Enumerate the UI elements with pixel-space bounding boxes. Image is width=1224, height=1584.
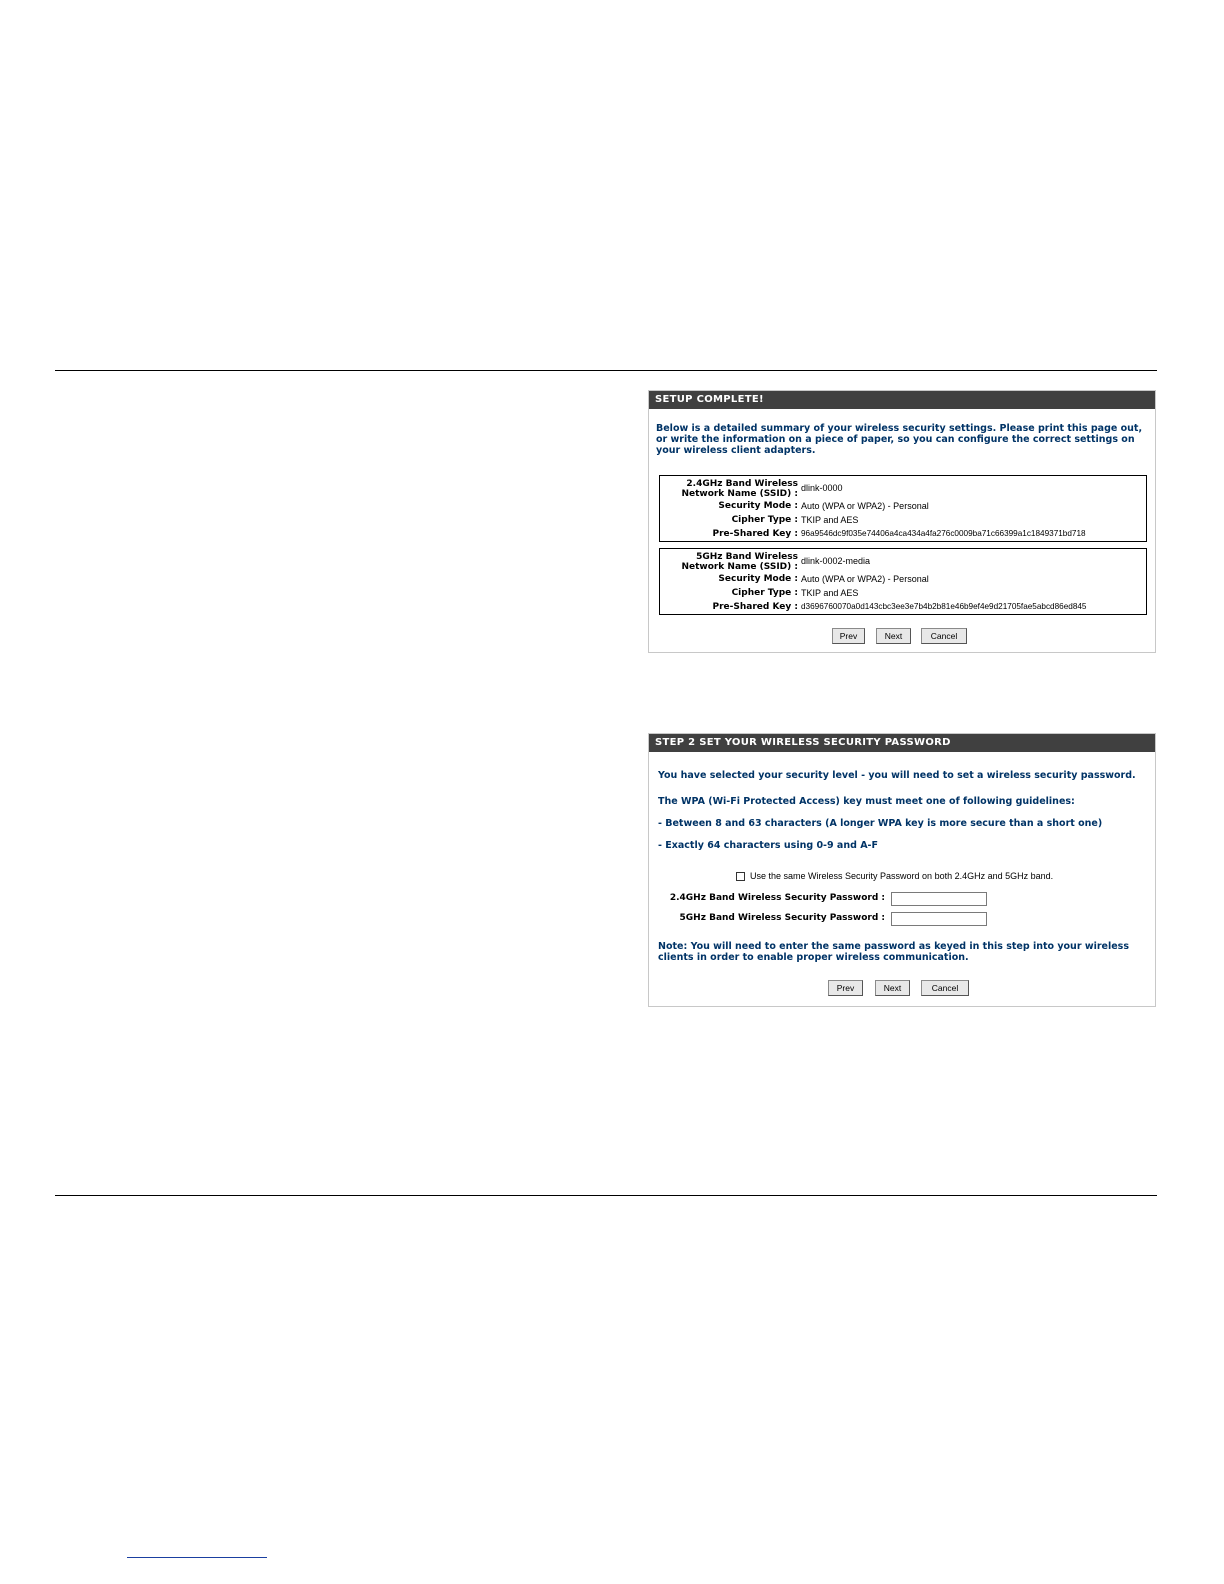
band24-summary xyxy=(659,475,1147,542)
setup-complete-intro: Below is a detailed summary of your wireless security settings. Please print this page out, or write the information on a piece of paper, so you can configure the correct settings on your wireless client adapters. xyxy=(656,423,1143,456)
band24-cipher-label: Cipher Type : xyxy=(731,515,798,525)
pw5-label: 5GHz Band Wireless Security Password : xyxy=(679,913,885,923)
setup-complete-panel xyxy=(648,390,1156,653)
band24-psk-value: 96a9546dc9f035e74406a4ca434a4fa276c0009ba71c66399a1c1849371bd718 xyxy=(801,529,1086,538)
next-button[interactable]: Next xyxy=(876,628,911,644)
prev-button[interactable]: Prev xyxy=(832,628,865,644)
step2-line-4: - Exactly 64 characters using 0-9 and A-F xyxy=(658,840,878,851)
band5-psk-value: d3696760070a0d143cbc3ee3e7b4b2b81e46b9ef4e9d21705fae5abcd86ed845 xyxy=(801,602,1087,611)
band24-cipher-value: TKIP and AES xyxy=(801,515,859,525)
step2-cancel-button[interactable]: Cancel xyxy=(921,980,969,996)
band24-mode-label: Security Mode : xyxy=(718,501,798,511)
step2-header: STEP 2 SET YOUR WIRELESS SECURITY PASSWORD xyxy=(649,734,1155,752)
setup-complete-header: SETUP COMPLETE! xyxy=(649,391,1155,409)
step2-line-3: - Between 8 and 63 characters (A longer WPA key is more secure than a short one) xyxy=(658,818,1103,829)
bottom-divider xyxy=(55,1195,1157,1196)
band24-psk-label: Pre-Shared Key : xyxy=(712,529,798,539)
step2-prev-button[interactable]: Prev xyxy=(828,980,863,996)
pw24-label: 2.4GHz Band Wireless Security Password : xyxy=(669,893,885,903)
band5-ssid-label: 5GHz Band Wireless Network Name (SSID) : xyxy=(681,552,798,572)
footer-link-underline xyxy=(127,1557,267,1558)
band24-ssid-value: dlink-0000 xyxy=(801,483,843,493)
band5-psk-label: Pre-Shared Key : xyxy=(712,602,798,612)
step2-note: Note: You will need to enter the same password as keyed in this step into your wireless clients in order to enable proper wireless communication. xyxy=(658,941,1129,963)
same-password-checkbox[interactable] xyxy=(736,872,745,881)
step2-next-button[interactable]: Next xyxy=(875,980,910,996)
band5-cipher-label: Cipher Type : xyxy=(731,588,798,598)
step2-line-1: You have selected your security level - you will need to set a wireless security password. xyxy=(658,770,1136,781)
band5-cipher-value: TKIP and AES xyxy=(801,588,859,598)
top-divider xyxy=(55,370,1157,371)
band24-mode-value: Auto (WPA or WPA2) - Personal xyxy=(801,501,929,511)
cancel-button[interactable]: Cancel xyxy=(921,628,967,644)
step2-panel xyxy=(648,733,1156,1007)
band5-mode-value: Auto (WPA or WPA2) - Personal xyxy=(801,574,929,584)
pw24-input[interactable] xyxy=(891,892,987,906)
band24-ssid-label: 2.4GHz Band Wireless Network Name (SSID) : xyxy=(681,479,798,499)
band5-ssid-value: dlink-0002-media xyxy=(801,556,871,566)
band5-mode-label: Security Mode : xyxy=(718,574,798,584)
step2-line-2: The WPA (Wi-Fi Protected Access) key must meet one of following guidelines: xyxy=(658,796,1075,807)
pw5-input[interactable] xyxy=(891,912,987,926)
band5-summary xyxy=(659,548,1147,615)
same-password-label: Use the same Wireless Security Password on both 2.4GHz and 5GHz band. xyxy=(750,871,1054,881)
